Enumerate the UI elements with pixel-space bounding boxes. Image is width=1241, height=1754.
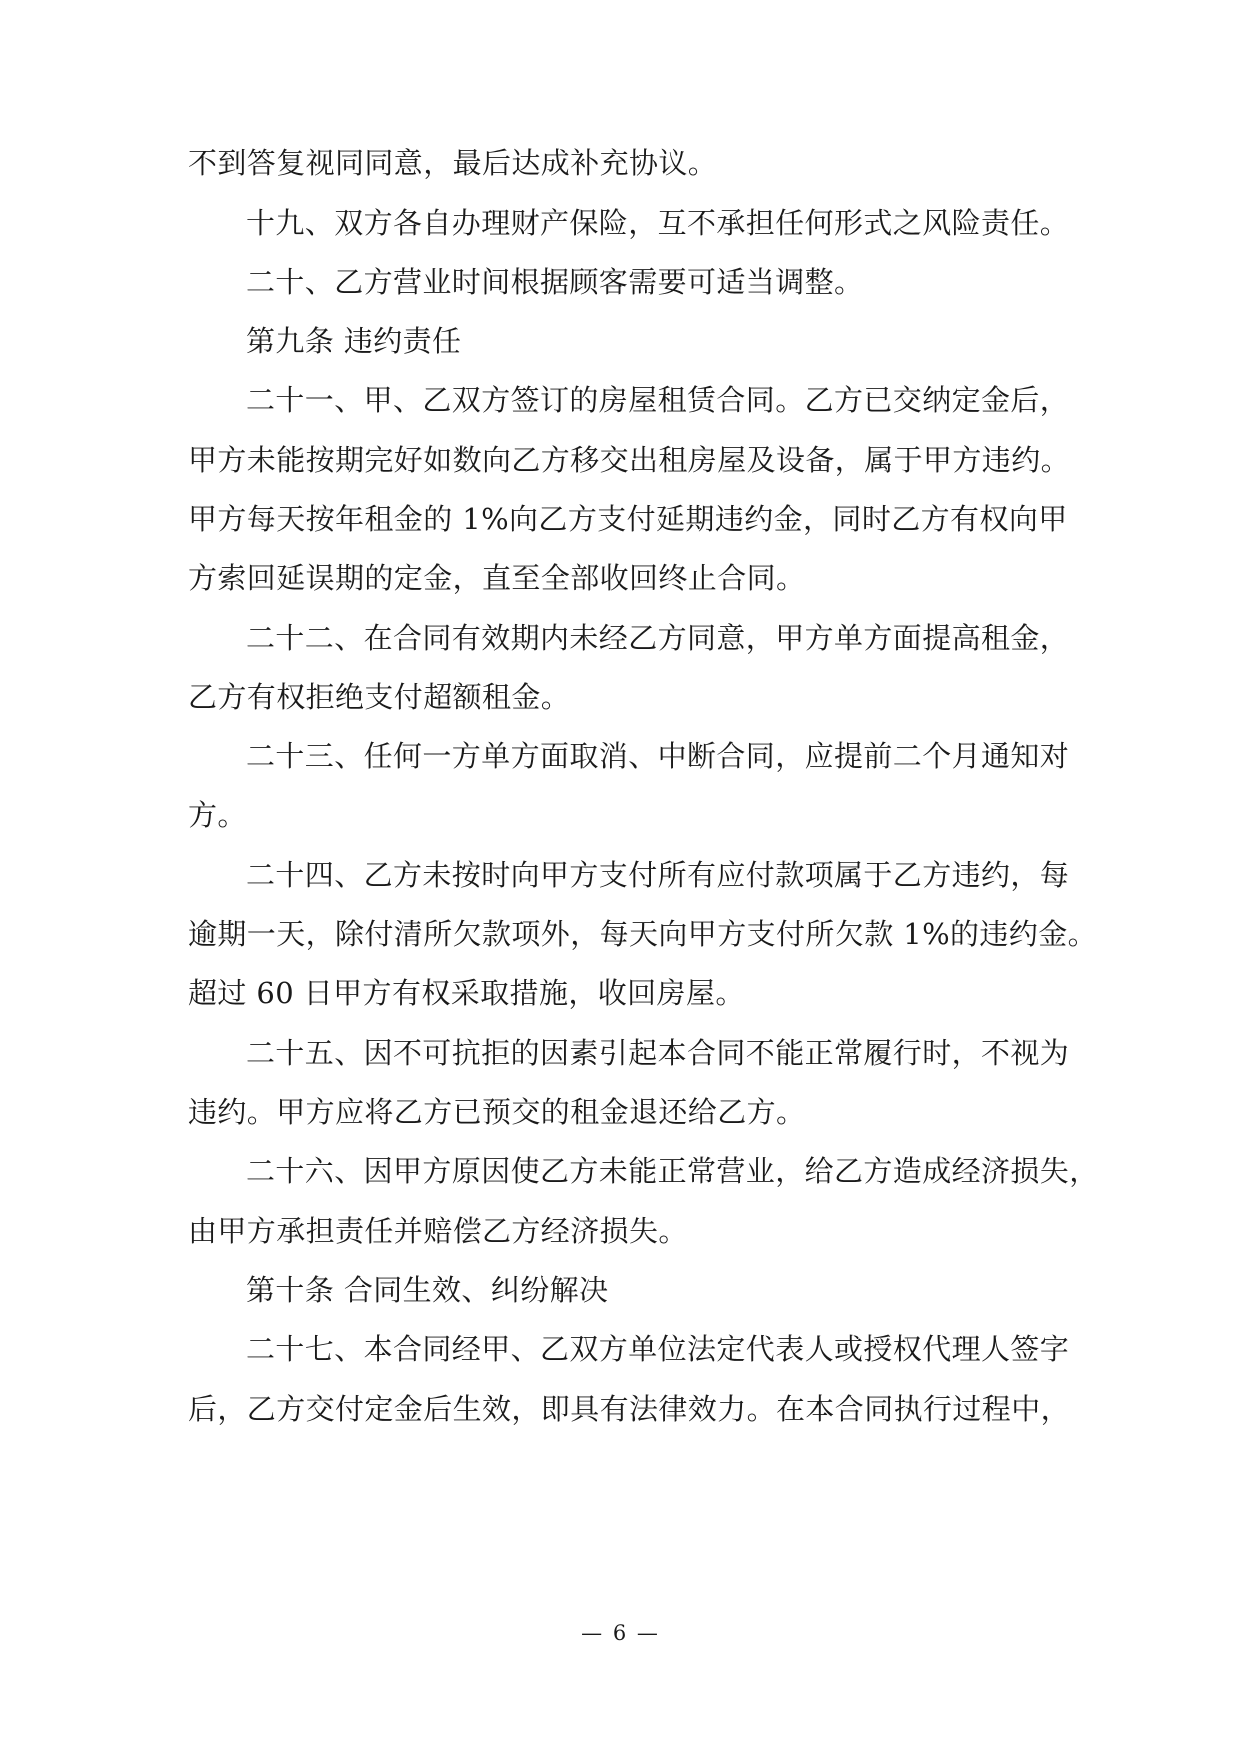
- page-number: — 6 —: [581, 1621, 660, 1645]
- text-line-14: 逾期一天，除付清所欠款项外，每天向甲方支付所欠款 1%的违约金。: [188, 917, 1098, 951]
- text-line-18: 二十六、因甲方原因使乙方未能正常营业，给乙方造成经济损失，: [246, 1154, 1099, 1188]
- text-line-12: 方。: [188, 798, 247, 832]
- text-line-11: 二十三、任何一方单方面取消、中断合同，应提前二个月通知对: [246, 739, 1070, 773]
- text-line-21: 二十七、本合同经甲、乙双方单位法定代表人或授权代理人签字: [246, 1332, 1070, 1366]
- text-line-2: 十九、双方各自办理财产保险，互不承担任何形式之风险责任。: [246, 206, 1070, 240]
- text-line-5: 二十一、甲、乙双方签订的房屋租赁合同。乙方已交纳定金后，: [246, 383, 1070, 417]
- text-line-1: 不到答复视同同意，最后达成补充协议。: [188, 146, 718, 180]
- section-heading-9: 第九条 违约责任: [246, 324, 462, 358]
- text-line-9: 二十二、在合同有效期内未经乙方同意，甲方单方面提高租金，: [246, 621, 1070, 655]
- text-line-3: 二十、乙方营业时间根据顾客需要可适当调整。: [246, 265, 864, 299]
- text-line-17: 违约。甲方应将乙方已预交的租金退还给乙方。: [188, 1095, 806, 1129]
- text-line-13: 二十四、乙方未按时向甲方支付所有应付款项属于乙方违约，每: [246, 858, 1070, 892]
- text-line-8: 方索回延误期的定金，直至全部收回终止合同。: [188, 561, 806, 595]
- text-line-19: 由甲方承担责任并赔偿乙方经济损失。: [188, 1214, 688, 1248]
- section-heading-10: 第十条 合同生效、纠纷解决: [246, 1273, 609, 1307]
- text-line-7: 甲方每天按年租金的 1%向乙方支付延期违约金，同时乙方有权向甲: [188, 502, 1068, 536]
- text-line-22: 后，乙方交付定金后生效，即具有法律效力。在本合同执行过程中，: [188, 1392, 1071, 1426]
- text-line-10: 乙方有权拒绝支付超额租金。: [188, 680, 571, 714]
- text-line-15: 超过 60 日甲方有权采取措施，收回房屋。: [188, 976, 745, 1010]
- text-line-6: 甲方未能按期完好如数向乙方移交出租房屋及设备，属于甲方违约。: [188, 443, 1071, 477]
- text-line-16: 二十五、因不可抗拒的因素引起本合同不能正常履行时，不视为: [246, 1036, 1070, 1070]
